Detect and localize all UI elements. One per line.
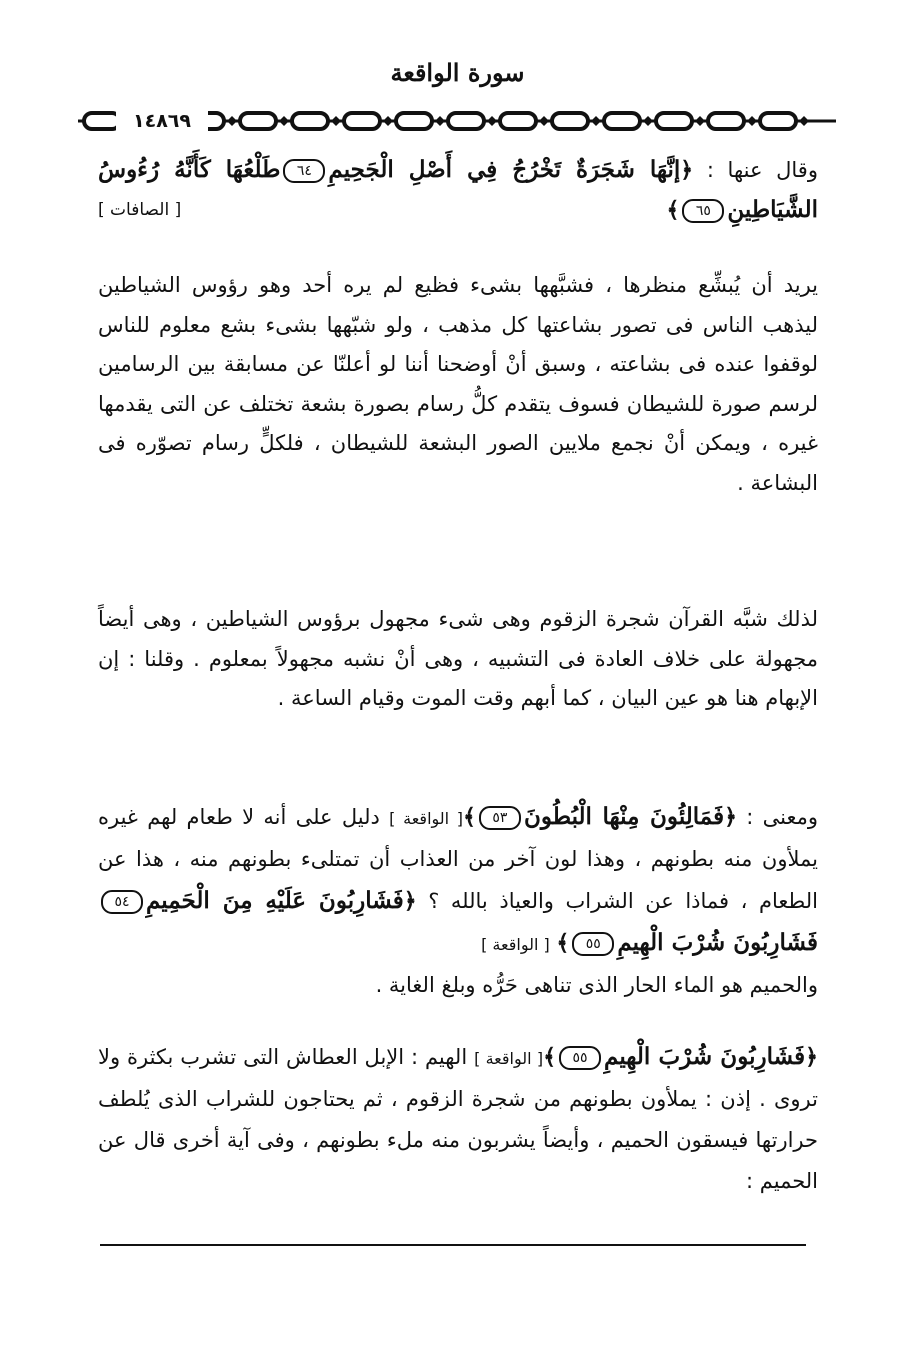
ornament-diamond: [487, 116, 497, 126]
quote-block-saffat: [98, 150, 818, 230]
ayah-number: ٦٤: [283, 159, 325, 183]
ornament-link: [552, 113, 588, 129]
ornament-diamond: [227, 116, 237, 126]
surah-title: سورة الواقعة: [390, 58, 525, 87]
paragraph-text: لذلك شبَّه القرآن شجرة الزقوم وهى شىء مجهول برؤوس الشياطين ، وهى أيضاً مجهولة على خلاف العادة فى التشبيه ، وهى أنْ نشبه مجهولاً بمعلوم . وقلنا : إن الإبهام هنا هو عين البيان ، كما أبهم وقت الموت وقيام الساعة .: [98, 607, 818, 710]
intro-text: ومعنى :: [736, 805, 818, 829]
ayah-number: ٥٤: [101, 890, 143, 914]
quran-bracket-open: ﴿: [680, 157, 694, 183]
intro-text: وقال عنها :: [693, 158, 818, 182]
surah-reference: [ الصافات ]: [98, 200, 182, 220]
ornament-link: [344, 113, 380, 129]
body-text: الهيم : الإبل العطاش التى تشرب بكثرة ولا تروى . إذن : يملأون بطونهم من شجرة الزقوم ، ثم يحتاجون للشراب الذى يُلطف حرارتها فيسقون الحميم ، وأيضاً يشربون منه ملء بطونهم ، وفى آية أخرى قال عن الحميم :: [98, 1045, 818, 1193]
footer-rule: [100, 1244, 806, 1246]
ornament-diamond: [383, 116, 393, 126]
paragraph: [98, 600, 818, 719]
surah-reference: [ الواقعة ]: [481, 935, 550, 954]
ayah-number: ٦٥: [682, 199, 724, 223]
quran-bracket-close: ﴾: [556, 930, 570, 956]
ornament-link: [708, 113, 744, 129]
paragraph: [98, 266, 818, 503]
surah-reference: [ الواقعة ]: [389, 809, 464, 828]
quran-bracket-close: ﴾: [463, 804, 476, 830]
ornament-link: [656, 113, 692, 129]
quran-bracket-open: ﴿: [805, 1044, 819, 1070]
ornament-link: [240, 113, 276, 129]
quran-bracket-open: ﴿: [724, 804, 737, 830]
ayah-number: ٥٥: [572, 932, 614, 956]
surah-reference: [ الواقعة ]: [474, 1049, 544, 1068]
body-text: دليل على أنه لا طعام لهم غيره يملأون منه بطونهم ، وهذا لون آخر من العذاب أن تمتلىء بطونهم منه ، هذا عن الطعام ، فماذا عن الشراب والعياذ بالله ؟: [98, 805, 818, 913]
ornament-diamond: [539, 116, 549, 126]
ornament-link: [604, 113, 640, 129]
ornament-link: [500, 113, 536, 129]
ayah-number: ٥٣: [479, 806, 521, 830]
verse-text: فَشَارِبُونَ عَلَيْهِ مِنَ الْحَمِيمِ: [146, 887, 404, 914]
ornament-diamond: [279, 116, 289, 126]
ornament-link: [448, 113, 484, 129]
ornament-link: [760, 113, 796, 129]
quran-bracket-close: ﴾: [666, 197, 680, 223]
verse-text: طَلْعُهَا كَأَنَّهُ رُءُوسُ الشَّيَاطِينِ: [98, 156, 818, 223]
verse-text: فَشَارِبُونَ شُرْبَ الْهِيمِ: [604, 1043, 806, 1070]
header-ornament: [78, 104, 836, 138]
ornament-link: [396, 113, 432, 129]
ornament-diamond: [435, 116, 445, 126]
paragraph-with-verses: [98, 1036, 818, 1202]
page-number: ١٤٨٦٩: [116, 108, 208, 134]
body-text: والحميم هو الماء الحار الذى تناهى حَرُّه وبلغ الغاية .: [375, 973, 818, 997]
verse-text: فَشَارِبُونَ شُرْبَ الْهِيمِ: [617, 929, 818, 956]
ornament-link: [84, 113, 120, 129]
verse-text: فَمَالِئُونَ مِنْهَا الْبُطُونَ: [523, 803, 725, 830]
paragraph-with-verses: [98, 796, 818, 1006]
quran-bracket-open: ﴿: [403, 888, 417, 914]
ornament-diamond: [747, 116, 757, 126]
ornament-diamond: [591, 116, 601, 126]
ornament-diamond: [331, 116, 341, 126]
paragraph-text: [98, 796, 818, 1006]
verse-text: إنَّهَا شَجَرَةٌ تَخْرُجُ فِي أَصْلِ الْجَحِيمِ: [328, 156, 681, 183]
paragraph-text: يريد أن يُبشِّع منظرها ، فشبَّهها بشىء فظيع لم يره أحد وهو رؤوس الشياطين ليذهب الناس فى تصور بشاعتها كل مذهب ، ولو شبّهها بشىء بشع معلوم للناس لوقفوا عنده فى بشاعته ، وسبق أنْ أوضحنا أننا لو أعلنّا عن مسابقة بين الرسامين لرسم صورة للشيطان فسوف يتقدم كلُّ رسام بصورة بشعة تختلف عن التى يقدمها غيره ، ويمكن أنْ نجمع ملايين الصور البشعة للشيطان ، فلكلٍّ رسام تصوّره فى البشاعة .: [98, 273, 818, 495]
quran-bracket-close: ﴾: [543, 1044, 557, 1070]
ornament-diamond: [695, 116, 705, 126]
ornament-diamond: [643, 116, 653, 126]
ayah-number: ٥٥: [559, 1046, 601, 1070]
ornament-link: [292, 113, 328, 129]
paragraph-text: [98, 1036, 818, 1202]
quote-line: [98, 150, 818, 230]
ornament-diamond: [799, 116, 809, 126]
